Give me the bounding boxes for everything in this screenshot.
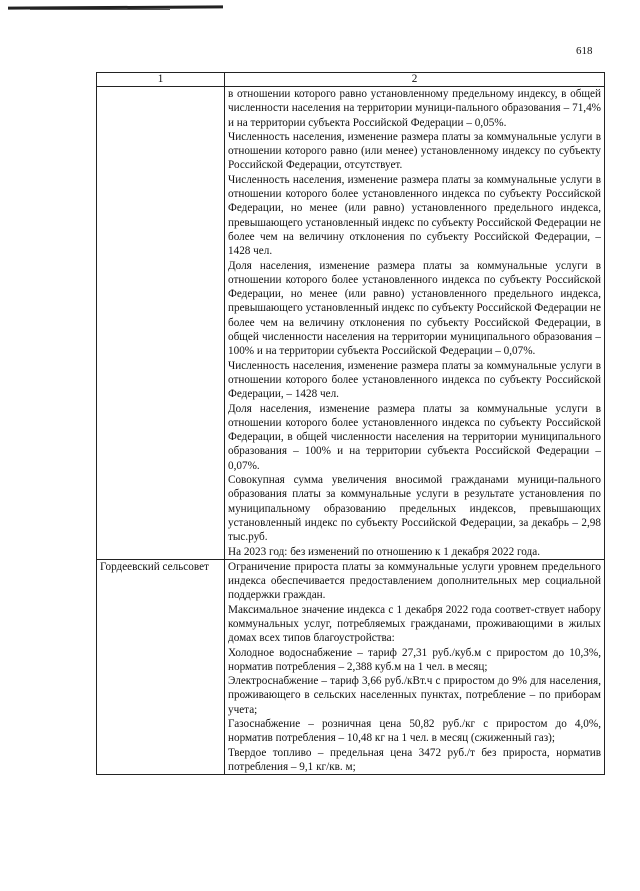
paragraph: Твердое топливо – предельная цена 3472 руб./т без прироста, норматив потребления – 9,1 кг/кв. м; <box>228 746 601 773</box>
paragraph: в отношении которого равно установленному предельному индексу, в общей численности населения на территории муници-пального образования – 71,4% и на территории субъекта Российской Федерации – 0,05%. <box>228 88 601 129</box>
paragraph: Максимальное значение индекса с 1 декабря 2022 года соответ-ствует набору коммунальных услуг, потребляемых гражданами, проживающими в жилых домах всех типов благоустройства: <box>228 603 601 645</box>
paragraph: Численность населения, изменение размера платы за коммунальные услуги в отношении которого более установленного индекса по субъекту Российской Федерации, но менее (или равно) установленного предельного индекса, превышающего установленный индекс по субъекту Российской Федерации не более чем на величину отклонения по субъекту Российской Федерации, – 1428 чел. <box>228 173 601 258</box>
scan-artifact-line <box>30 9 170 10</box>
paragraph: Электроснабжение – тариф 3,66 руб./кВт.ч с приростом до 9% для населения, проживающего в сельских населенных пунктах, потребление – по приборам учета; <box>228 675 601 716</box>
table-row <box>97 87 605 560</box>
paragraph: Совокупная сумма увеличения вносимой гражданами муници-пального образования платы за коммунальные услуги в результате установления по муниципальному образованию предельных индексов, превышающих установленный индекс по субъекту Российской Федерации, за декабрь – 2,98 тыс.руб. <box>228 474 601 544</box>
table-row <box>97 559 605 774</box>
municipality-cell: Гордеевский сельсовет <box>97 559 225 774</box>
paragraph: Доля населения, изменение размера платы за коммунальные услуги в отношении которого более установленного индекса по субъекту Российской Федерации, в общей численности населения на территории муниципального образования – 100% и на территории субъекта Российской Федерации – 0,07%. <box>228 402 601 472</box>
description-cell <box>225 87 605 560</box>
paragraph: Холодное водоснабжение – тариф 27,31 руб./куб.м с приростом до 10,3%, норматив потребления – 2,388 куб.м на 1 чел. в месяц; <box>228 646 601 673</box>
paragraph: Ограничение прироста платы за коммунальные услуги уровнем предельного индекса обеспечивается предоставлением дополнительных мер социальной поддержки граждан. <box>228 560 601 602</box>
paragraph: Численность населения, изменение размера платы за коммунальные услуги в отношении которого равно (или менее) установленному индексу по субъекту Российской Федерации, отсутствует. <box>228 130 601 172</box>
paragraph: На 2023 год: без изменений по отношению к 1 декабря 2022 года. <box>228 545 541 558</box>
description-cell <box>225 559 605 774</box>
table-header-row <box>97 73 605 87</box>
paragraph: Доля населения, изменение размера платы за коммунальные услуги в отношении которого более установленного индекса по субъекту Российской Федерации, но менее (или равно) установленного предельного индекса, превышающего установленный индекс по субъекту Российской Федерации не более чем на величину отклонения по субъекту Российской Федерации, в общей численности населения на территории муниципального образования – 100% и на территории субъекта Российской Федерации – 0,07%. <box>228 259 601 358</box>
column-header-2: 2 <box>225 73 605 87</box>
document-table <box>96 72 605 775</box>
paragraph: Численность населения, изменение размера платы за коммунальные услуги в отношении которого более установленного индекса по субъекту Российской Федерации, – 1428 чел. <box>228 359 601 401</box>
paragraph: Газоснабжение – розничная цена 50,82 руб./кг с приростом до 4,0%, норматив потребления – 10,48 кг на 1 чел. в месяц (сжиженный газ); <box>228 718 601 745</box>
page-number: 618 <box>576 45 593 57</box>
municipality-cell <box>97 87 225 560</box>
column-header-1: 1 <box>97 73 225 87</box>
